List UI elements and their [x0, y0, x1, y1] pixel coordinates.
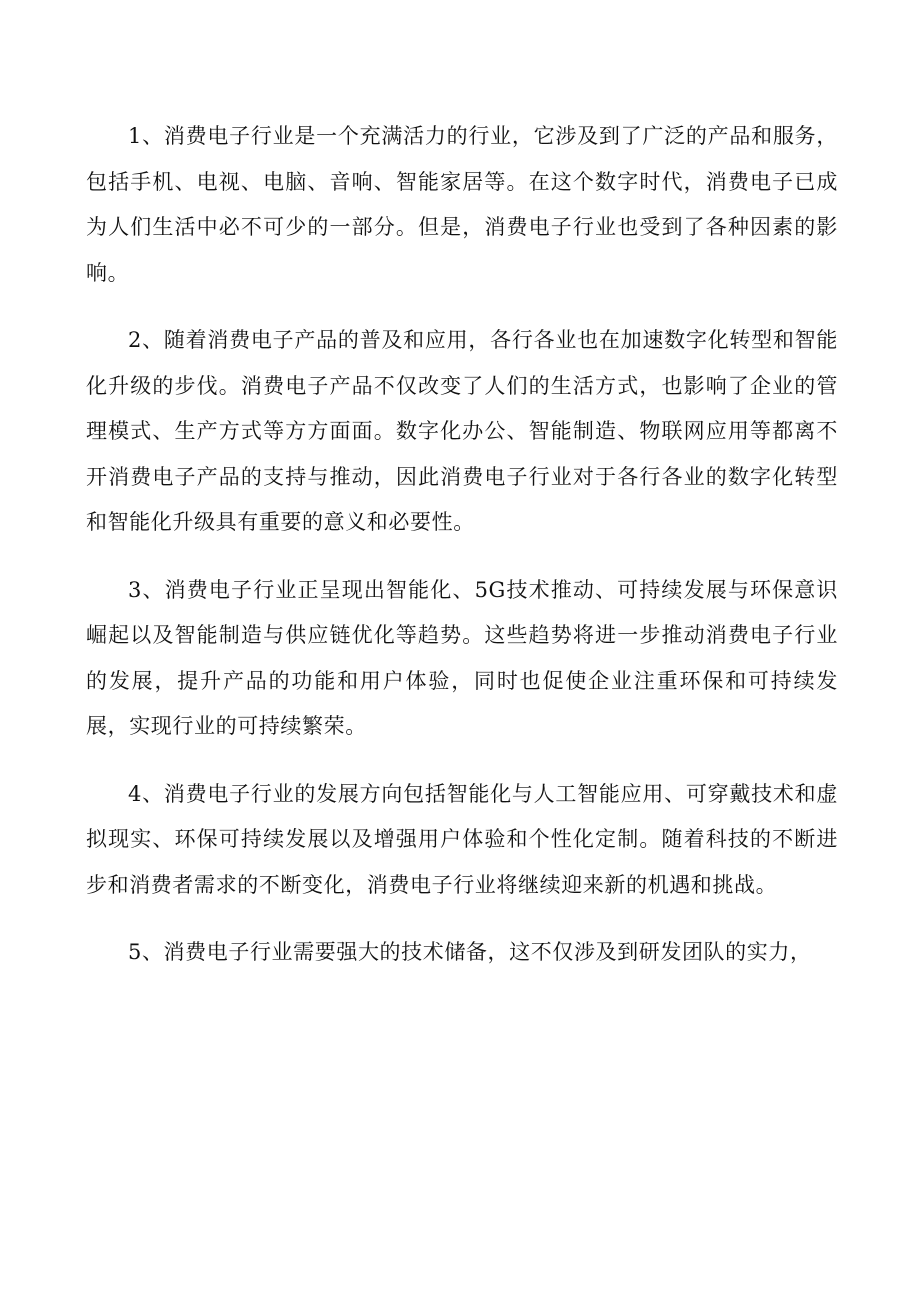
paragraph-2: 2、随着消费电子产品的普及和应用，各行各业也在加速数字化转型和智能化升级的步伐。消费电子产品不仅改变了人们的生活方式，也影响了企业的管理模式、生产方式等方方面面。数字化办公、智能制造、物联网应用等都离不开消费电子产品的支持与推动，因此消费电子行业对于各行各业的数字化转型和智能化升级具有重要的意义和必要性。 — [86, 328, 838, 534]
paragraph-5: 5、消费电子行业需要强大的技术储备，这不仅涉及到研发团队的实力， — [128, 940, 812, 964]
paragraph-3: 3、消费电子行业正呈现出智能化、5G技术推动、可持续发展与环保意识崛起以及智能制造与供应链优化等趋势。这些趋势将进一步推动消费电子行业的发展，提升产品的功能和用户体验，同时也促使企业注重环保和可持续发展，实现行业的可持续繁荣。 — [86, 577, 838, 738]
paragraph-1: 1、消费电子行业是一个充满活力的行业，它涉及到了广泛的产品和服务，包括手机、电视、电脑、音响、智能家居等。在这个数字时代，消费电子已成为人们生活中必不可少的一部分。但是，消费电子行业也受到了各种因素的影响。 — [86, 124, 838, 285]
document-body — [86, 114, 838, 998]
paragraph-4: 4、消费电子行业的发展方向包括智能化与人工智能应用、可穿戴技术和虚拟现实、环保可持续发展以及增强用户体验和个性化定制。随着科技的不断进步和消费者需求的不断变化，消费电子行业将继续迎来新的机遇和挑战。 — [86, 781, 838, 897]
